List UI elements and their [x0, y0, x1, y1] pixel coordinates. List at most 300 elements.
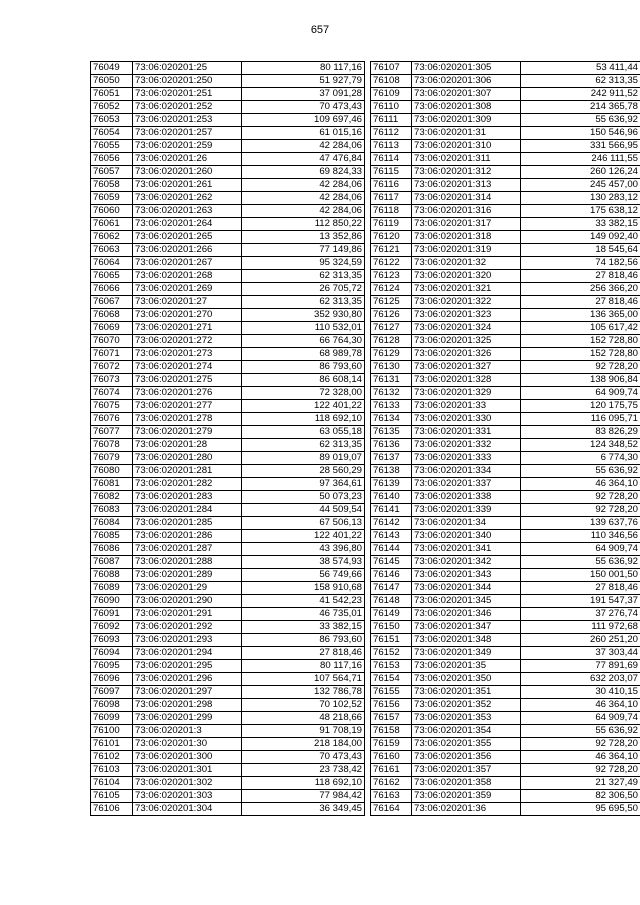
value-cell: 77 149,86	[242, 244, 365, 257]
table-row	[91, 738, 365, 751]
table-row	[371, 465, 640, 478]
row-number: 76149	[371, 608, 412, 621]
cadastral-number: 73:06:020201:314	[412, 192, 521, 205]
table-row	[91, 569, 365, 582]
cadastral-number: 73:06:020201:322	[412, 296, 521, 309]
value-cell: 111 972,68	[521, 621, 640, 634]
row-number: 76116	[371, 179, 412, 192]
row-number: 76128	[371, 335, 412, 348]
cadastral-number: 73:06:020201:267	[133, 257, 242, 270]
cadastral-number: 73:06:020201:320	[412, 270, 521, 283]
table-row	[91, 413, 365, 426]
cadastral-number: 73:06:020201:324	[412, 322, 521, 335]
row-number: 76156	[371, 699, 412, 712]
value-cell: 64 909,74	[521, 543, 640, 556]
table-row	[91, 179, 365, 192]
table-row	[91, 465, 365, 478]
value-cell: 83 826,29	[521, 426, 640, 439]
table-row	[91, 270, 365, 283]
value-cell: 27 818,46	[242, 647, 365, 660]
cadastral-number: 73:06:020201:339	[412, 504, 521, 517]
row-number: 76099	[91, 712, 133, 725]
row-number: 76075	[91, 400, 133, 413]
value-cell: 260 251,20	[521, 634, 640, 647]
table-row	[371, 699, 640, 712]
cadastral-number: 73:06:020201:316	[412, 205, 521, 218]
cadastral-number: 73:06:020201:35	[412, 660, 521, 673]
cadastral-number: 73:06:020201:352	[412, 699, 521, 712]
table-row	[91, 634, 365, 647]
value-cell: 33 382,15	[242, 621, 365, 634]
row-number: 76062	[91, 231, 133, 244]
cadastral-number: 73:06:020201:290	[133, 595, 242, 608]
value-cell: 139 637,76	[521, 517, 640, 530]
value-cell: 175 638,12	[521, 205, 640, 218]
cadastral-number: 73:06:020201:356	[412, 751, 521, 764]
row-number: 76145	[371, 556, 412, 569]
cadastral-number: 73:06:020201:34	[412, 517, 521, 530]
row-number: 76129	[371, 348, 412, 361]
value-cell: 150 546,96	[521, 127, 640, 140]
row-number: 76146	[371, 569, 412, 582]
table-row	[371, 127, 640, 140]
table-row	[91, 478, 365, 491]
cadastral-number: 73:06:020201:348	[412, 634, 521, 647]
value-cell: 110 532,01	[242, 322, 365, 335]
value-cell: 91 708,19	[242, 725, 365, 738]
table-row	[371, 296, 640, 309]
value-cell: 242 911,52	[521, 88, 640, 101]
table-row	[91, 127, 365, 140]
row-number: 76085	[91, 530, 133, 543]
row-number: 76138	[371, 465, 412, 478]
row-number: 76078	[91, 439, 133, 452]
table-row	[91, 244, 365, 257]
cadastral-number: 73:06:020201:292	[133, 621, 242, 634]
value-cell: 53 411,44	[521, 62, 640, 75]
table-row	[91, 751, 365, 764]
value-cell: 149 092,40	[521, 231, 640, 244]
row-number: 76084	[91, 517, 133, 530]
cadastral-number: 73:06:020201:3	[133, 725, 242, 738]
table-row	[371, 751, 640, 764]
cadastral-number: 73:06:020201:301	[133, 764, 242, 777]
row-number: 76133	[371, 400, 412, 413]
value-cell: 6 774,30	[521, 452, 640, 465]
cadastral-number: 73:06:020201:273	[133, 348, 242, 361]
value-cell: 55 636,92	[521, 725, 640, 738]
value-cell: 92 728,20	[521, 361, 640, 374]
row-number: 76071	[91, 348, 133, 361]
row-number: 76104	[91, 777, 133, 790]
value-cell: 138 906,84	[521, 374, 640, 387]
row-number: 76130	[371, 361, 412, 374]
cadastral-number: 73:06:020201:310	[412, 140, 521, 153]
cadastral-number: 73:06:020201:271	[133, 322, 242, 335]
row-number: 76152	[371, 647, 412, 660]
cadastral-number: 73:06:020201:27	[133, 296, 242, 309]
cadastral-number: 73:06:020201:261	[133, 179, 242, 192]
table-row	[91, 517, 365, 530]
cadastral-number: 73:06:020201:318	[412, 231, 521, 244]
table-row	[371, 179, 640, 192]
cadastral-number: 73:06:020201:288	[133, 556, 242, 569]
value-cell: 256 366,20	[521, 283, 640, 296]
row-number: 76150	[371, 621, 412, 634]
table-row	[371, 244, 640, 257]
table-row	[91, 712, 365, 725]
table-row	[371, 413, 640, 426]
cadastral-number: 73:06:020201:354	[412, 725, 521, 738]
cadastral-number: 73:06:020201:323	[412, 309, 521, 322]
value-cell: 64 909,74	[521, 712, 640, 725]
table-row	[371, 309, 640, 322]
table-row	[371, 218, 640, 231]
value-cell: 89 019,07	[242, 452, 365, 465]
cadastral-number: 73:06:020201:278	[133, 413, 242, 426]
cadastral-number: 73:06:020201:326	[412, 348, 521, 361]
value-cell: 55 636,92	[521, 114, 640, 127]
table-row	[91, 621, 365, 634]
table-row	[371, 543, 640, 556]
row-number: 76086	[91, 543, 133, 556]
cadastral-number: 73:06:020201:353	[412, 712, 521, 725]
value-cell: 214 365,78	[521, 101, 640, 114]
cadastral-number: 73:06:020201:337	[412, 478, 521, 491]
value-cell: 95 324,59	[242, 257, 365, 270]
table-row	[91, 660, 365, 673]
table-row	[371, 803, 640, 816]
value-cell: 38 574,93	[242, 556, 365, 569]
row-number: 76108	[371, 75, 412, 88]
row-number: 76109	[371, 88, 412, 101]
cadastral-number: 73:06:020201:263	[133, 205, 242, 218]
table-row	[371, 491, 640, 504]
value-cell: 136 365,00	[521, 309, 640, 322]
row-number: 76142	[371, 517, 412, 530]
row-number: 76148	[371, 595, 412, 608]
table-row	[91, 777, 365, 790]
cadastral-number: 73:06:020201:344	[412, 582, 521, 595]
cadastral-number: 73:06:020201:262	[133, 192, 242, 205]
table-row	[91, 88, 365, 101]
value-cell: 245 457,00	[521, 179, 640, 192]
cadastral-number: 73:06:020201:260	[133, 166, 242, 179]
cadastral-number: 73:06:020201:26	[133, 153, 242, 166]
row-number: 76111	[371, 114, 412, 127]
row-number: 76069	[91, 322, 133, 335]
cadastral-number: 73:06:020201:302	[133, 777, 242, 790]
row-number: 76088	[91, 569, 133, 582]
table-row	[91, 231, 365, 244]
cadastral-number: 73:06:020201:305	[412, 62, 521, 75]
row-number: 76056	[91, 153, 133, 166]
row-number: 76160	[371, 751, 412, 764]
row-number: 76147	[371, 582, 412, 595]
table-row	[371, 374, 640, 387]
table-row	[371, 322, 640, 335]
cadastral-number: 73:06:020201:33	[412, 400, 521, 413]
table-row	[91, 673, 365, 686]
cadastral-number: 73:06:020201:266	[133, 244, 242, 257]
row-number: 76077	[91, 426, 133, 439]
cadastral-number: 73:06:020201:259	[133, 140, 242, 153]
cadastral-number: 73:06:020201:358	[412, 777, 521, 790]
table-row	[371, 387, 640, 400]
row-number: 76143	[371, 530, 412, 543]
table-row	[91, 452, 365, 465]
row-number: 76141	[371, 504, 412, 517]
row-number: 76127	[371, 322, 412, 335]
value-cell: 46 735,01	[242, 608, 365, 621]
value-cell: 97 364,61	[242, 478, 365, 491]
row-number: 76157	[371, 712, 412, 725]
value-cell: 92 728,20	[521, 764, 640, 777]
table-row	[91, 790, 365, 803]
cadastral-number: 73:06:020201:331	[412, 426, 521, 439]
table-row	[371, 231, 640, 244]
table-row	[371, 62, 640, 75]
value-cell: 27 818,46	[521, 270, 640, 283]
value-cell: 632 203,07	[521, 673, 640, 686]
value-cell: 37 303,44	[521, 647, 640, 660]
cadastral-number: 73:06:020201:303	[133, 790, 242, 803]
value-cell: 33 382,15	[521, 218, 640, 231]
cadastral-number: 73:06:020201:293	[133, 634, 242, 647]
cadastral-number: 73:06:020201:332	[412, 439, 521, 452]
value-cell: 21 327,49	[521, 777, 640, 790]
value-cell: 77 891,69	[521, 660, 640, 673]
row-number: 76158	[371, 725, 412, 738]
value-cell: 70 102,52	[242, 699, 365, 712]
row-number: 76137	[371, 452, 412, 465]
table-row	[371, 426, 640, 439]
cadastral-number: 73:06:020201:327	[412, 361, 521, 374]
table-row	[371, 673, 640, 686]
row-number: 76089	[91, 582, 133, 595]
value-cell: 110 346,56	[521, 530, 640, 543]
value-cell: 37 091,28	[242, 88, 365, 101]
table-row	[91, 218, 365, 231]
row-number: 76092	[91, 621, 133, 634]
cadastral-number: 73:06:020201:342	[412, 556, 521, 569]
row-number: 76140	[371, 491, 412, 504]
row-number: 76126	[371, 309, 412, 322]
table-row	[371, 166, 640, 179]
value-cell: 352 930,80	[242, 309, 365, 322]
row-number: 76051	[91, 88, 133, 101]
row-number: 76124	[371, 283, 412, 296]
row-number: 76073	[91, 374, 133, 387]
value-cell: 68 989,78	[242, 348, 365, 361]
table-row	[371, 270, 640, 283]
value-cell: 122 401,22	[242, 400, 365, 413]
cadastral-number: 73:06:020201:295	[133, 660, 242, 673]
value-cell: 47 476,84	[242, 153, 365, 166]
left-table	[90, 61, 365, 816]
cadastral-number: 73:06:020201:289	[133, 569, 242, 582]
value-cell: 80 117,16	[242, 62, 365, 75]
value-cell: 77 984,42	[242, 790, 365, 803]
cadastral-number: 73:06:020201:300	[133, 751, 242, 764]
row-number: 76106	[91, 803, 133, 816]
cadastral-number: 73:06:020201:359	[412, 790, 521, 803]
value-cell: 95 695,50	[521, 803, 640, 816]
value-cell: 150 001,50	[521, 569, 640, 582]
table-row	[371, 400, 640, 413]
table-row	[371, 634, 640, 647]
row-number: 76134	[371, 413, 412, 426]
value-cell: 82 306,50	[521, 790, 640, 803]
row-number: 76049	[91, 62, 133, 75]
cadastral-number: 73:06:020201:30	[133, 738, 242, 751]
value-cell: 130 283,12	[521, 192, 640, 205]
cadastral-number: 73:06:020201:31	[412, 127, 521, 140]
table-row	[91, 309, 365, 322]
table-row	[371, 75, 640, 88]
value-cell: 124 348,52	[521, 439, 640, 452]
table-row	[91, 595, 365, 608]
value-cell: 112 850,22	[242, 218, 365, 231]
value-cell: 70 473,43	[242, 751, 365, 764]
table-row	[371, 452, 640, 465]
row-number: 76060	[91, 205, 133, 218]
value-cell: 51 927,79	[242, 75, 365, 88]
table-row	[91, 803, 365, 816]
cadastral-number: 73:06:020201:317	[412, 218, 521, 231]
cadastral-number: 73:06:020201:345	[412, 595, 521, 608]
table-row	[371, 257, 640, 270]
right-table	[370, 61, 640, 816]
cadastral-number: 73:06:020201:321	[412, 283, 521, 296]
table-row	[371, 114, 640, 127]
value-cell: 50 073,23	[242, 491, 365, 504]
row-number: 76102	[91, 751, 133, 764]
table-row	[371, 556, 640, 569]
table-row	[91, 101, 365, 114]
table-row	[371, 725, 640, 738]
cadastral-number: 73:06:020201:275	[133, 374, 242, 387]
cadastral-number: 73:06:020201:272	[133, 335, 242, 348]
row-number: 76093	[91, 634, 133, 647]
table-row	[371, 439, 640, 452]
table-row	[91, 556, 365, 569]
value-cell: 86 793,60	[242, 361, 365, 374]
value-cell: 30 410,15	[521, 686, 640, 699]
cadastral-number: 73:06:020201:251	[133, 88, 242, 101]
row-number: 76132	[371, 387, 412, 400]
value-cell: 61 015,16	[242, 127, 365, 140]
table-row	[371, 478, 640, 491]
value-cell: 42 284,06	[242, 179, 365, 192]
table-row	[91, 686, 365, 699]
cadastral-number: 73:06:020201:334	[412, 465, 521, 478]
row-number: 76070	[91, 335, 133, 348]
row-number: 76115	[371, 166, 412, 179]
row-number: 76101	[91, 738, 133, 751]
value-cell: 41 542,23	[242, 595, 365, 608]
row-number: 76065	[91, 270, 133, 283]
cadastral-number: 73:06:020201:350	[412, 673, 521, 686]
table-row	[91, 764, 365, 777]
cadastral-number: 73:06:020201:36	[412, 803, 521, 816]
row-number: 76119	[371, 218, 412, 231]
value-cell: 80 117,16	[242, 660, 365, 673]
row-number: 76100	[91, 725, 133, 738]
table-row	[371, 101, 640, 114]
table-row	[371, 569, 640, 582]
value-cell: 86 793,60	[242, 634, 365, 647]
value-cell: 62 313,35	[242, 296, 365, 309]
row-number: 76144	[371, 543, 412, 556]
cadastral-number: 73:06:020201:346	[412, 608, 521, 621]
row-number: 76066	[91, 283, 133, 296]
cadastral-number: 73:06:020201:274	[133, 361, 242, 374]
row-number: 76159	[371, 738, 412, 751]
value-cell: 28 560,29	[242, 465, 365, 478]
value-cell: 63 055,18	[242, 426, 365, 439]
cadastral-number: 73:06:020201:29	[133, 582, 242, 595]
row-number: 76121	[371, 244, 412, 257]
value-cell: 67 506,13	[242, 517, 365, 530]
value-cell: 62 313,35	[242, 439, 365, 452]
table-row	[91, 647, 365, 660]
cadastral-number: 73:06:020201:357	[412, 764, 521, 777]
table-row	[371, 530, 640, 543]
row-number: 76096	[91, 673, 133, 686]
table-row	[371, 764, 640, 777]
value-cell: 246 111,55	[521, 153, 640, 166]
cadastral-number: 73:06:020201:312	[412, 166, 521, 179]
row-number: 76064	[91, 257, 133, 270]
table-row	[91, 426, 365, 439]
value-cell: 43 396,80	[242, 543, 365, 556]
cadastral-number: 73:06:020201:313	[412, 179, 521, 192]
value-cell: 42 284,06	[242, 205, 365, 218]
table-row	[91, 439, 365, 452]
value-cell: 56 749,66	[242, 569, 365, 582]
cadastral-number: 73:06:020201:308	[412, 101, 521, 114]
cadastral-number: 73:06:020201:351	[412, 686, 521, 699]
table-row	[371, 621, 640, 634]
table-row	[91, 62, 365, 75]
value-cell: 260 126,24	[521, 166, 640, 179]
cadastral-number: 73:06:020201:264	[133, 218, 242, 231]
table-row	[91, 166, 365, 179]
row-number: 76139	[371, 478, 412, 491]
value-cell: 92 728,20	[521, 504, 640, 517]
row-number: 76122	[371, 257, 412, 270]
row-number: 76058	[91, 179, 133, 192]
table-row	[371, 712, 640, 725]
row-number: 76068	[91, 309, 133, 322]
value-cell: 107 564,71	[242, 673, 365, 686]
value-cell: 46 364,10	[521, 699, 640, 712]
table-row	[91, 387, 365, 400]
value-cell: 26 705,72	[242, 283, 365, 296]
row-number: 76110	[371, 101, 412, 114]
table-row	[91, 491, 365, 504]
value-cell: 46 364,10	[521, 751, 640, 764]
cadastral-number: 73:06:020201:283	[133, 491, 242, 504]
table-row	[371, 140, 640, 153]
row-number: 76125	[371, 296, 412, 309]
cadastral-number: 73:06:020201:330	[412, 413, 521, 426]
cadastral-number: 73:06:020201:279	[133, 426, 242, 439]
table-row	[91, 257, 365, 270]
value-cell: 92 728,20	[521, 738, 640, 751]
value-cell: 158 910,68	[242, 582, 365, 595]
